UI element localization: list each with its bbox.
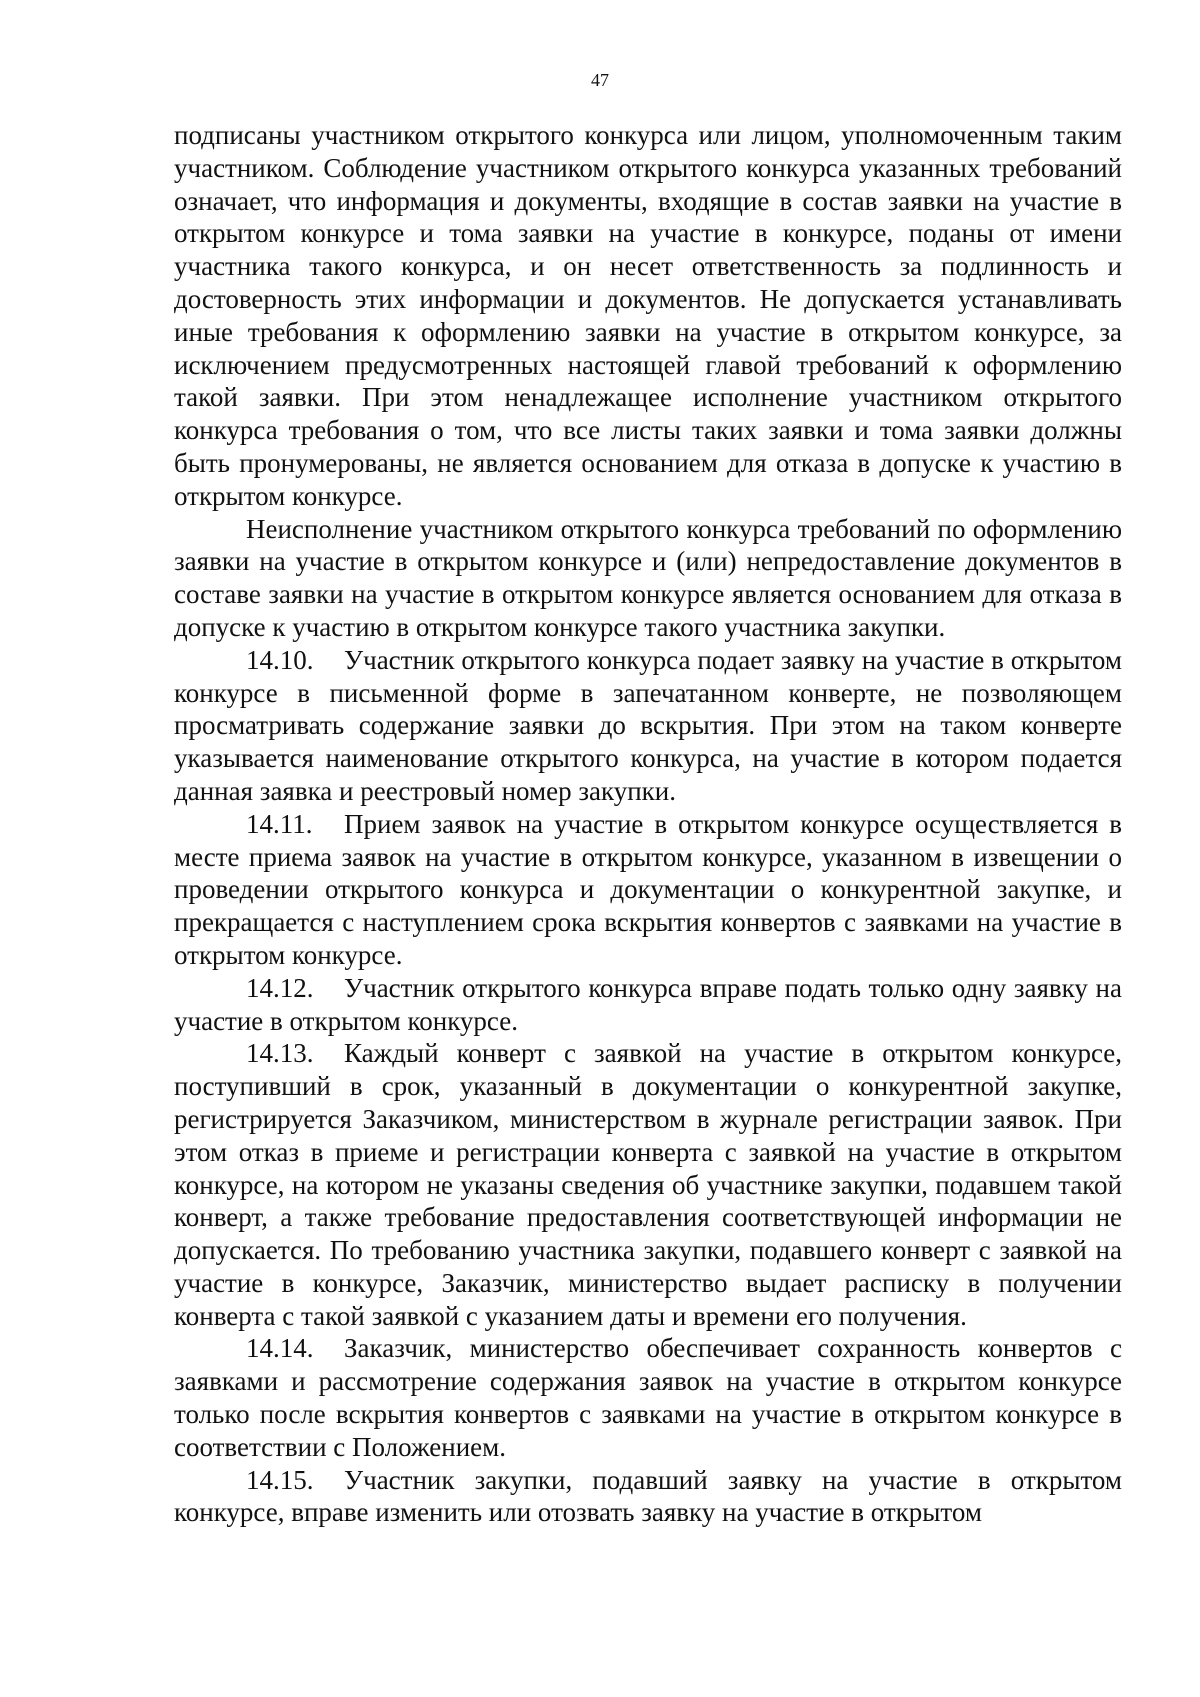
clause-text: Участник закупки, подавший заявку на участие в открытом конкурсе, вправе изменить или отозвать заявку на участие в открытом: [174, 1464, 1122, 1528]
clause-14-15: [174, 1464, 1122, 1530]
clause-number: 14.12.: [246, 972, 314, 1003]
clause-number: 14.14.: [246, 1333, 314, 1364]
paragraph-text: подписаны участником открытого конкурса или лицом, уполномоченным таким участником. Соблюдение участником открытого конкурса указанных требований означает, что информация и документы, входящие в состав заявки на участие в открытом конкурсе и тома заявки на участие в конкурсе, поданы от имени участника такого конкурса, и он несет ответственность за подлинность и достоверность этих информации и документов. Не допускается устанавливать иные требования к оформлению заявки на участие в открытом конкурсе, за исключением предусмотренных настоящей главой требований к оформлению такой заявки. При этом ненадлежащее исполнение участником открытого конкурса требования о том, что все листы таких заявки и тома заявки должны быть пронумерованы, не является основанием для отказа в допуске к участию в открытом конкурсе.: [174, 120, 1122, 511]
clause-number: 14.10.: [246, 644, 314, 675]
clause-14-11: [174, 808, 1122, 972]
clause-14-13: [174, 1037, 1122, 1332]
paragraph-text: Неисполнение участником открытого конкурса требований по оформлению заявки на участие в открытом конкурсе и (или) непредоставление документов в составе заявки на участие в открытом конкурсе является основанием для отказа в допуске к участию в открытом конкурсе такого участника закупки.: [174, 513, 1122, 642]
clause-14-14: [174, 1332, 1122, 1463]
clause-text: Участник открытого конкурса вправе подать только одну заявку на участие в открытом конкурсе.: [174, 972, 1122, 1036]
clause-14-12: [174, 972, 1122, 1038]
clause-text: Каждый конверт с заявкой на участие в открытом конкурсе, поступивший в срок, указанный в документации о конкурентной закупке, регистрируется Заказчиком, министерством в журнале регистрации заявок. При этом отказ в приеме и регистрации конверта с заявкой на участие в открытом конкурсе, на котором не указаны сведения об участнике закупки, подавшем такой конверт, а также требование предоставления соответствующей информации не допускается. По требованию участника закупки, подавшего конверт с заявкой на участие в конкурсе, Заказчик, министерство выдает расписку в получении конверта с такой заявкой с указанием даты и времени его получения.: [174, 1038, 1122, 1331]
clause-number: 14.13.: [246, 1038, 314, 1069]
clause-14-10: [174, 644, 1122, 808]
clause-text: Участник открытого конкурса подает заявку на участие в открытом конкурсе в письменной форме в запечатанном конверте, не позволяющем просматривать содержание заявки до вскрытия. При этом на таком конверте указывается наименование открытого конкурса, на участие в котором подается данная заявка и реестровый номер закупки.: [174, 644, 1122, 806]
clause-text: Прием заявок на участие в открытом конкурсе осуществляется в месте приема заявок на участие в открытом конкурсе, указанном в извещении о проведении открытого конкурса и документации о конкурентной закупке, и прекращается с наступлением срока вскрытия конвертов с заявками на участие в открытом конкурсе.: [174, 808, 1122, 970]
clause-text: Заказчик, министерство обеспечивает сохранность конвертов с заявками и рассмотрение содержания заявок на участие в открытом конкурсе только после вскрытия конвертов с заявками на участие в открытом конкурсе в соответствии с Положением.: [174, 1333, 1122, 1462]
paragraph-continuation: [174, 119, 1122, 513]
page-number: 47: [591, 70, 609, 90]
clause-number: 14.15.: [246, 1464, 314, 1495]
document-body: [174, 119, 1122, 1529]
paragraph-nonfulfillment: [174, 513, 1122, 644]
clause-number: 14.11.: [246, 808, 313, 839]
